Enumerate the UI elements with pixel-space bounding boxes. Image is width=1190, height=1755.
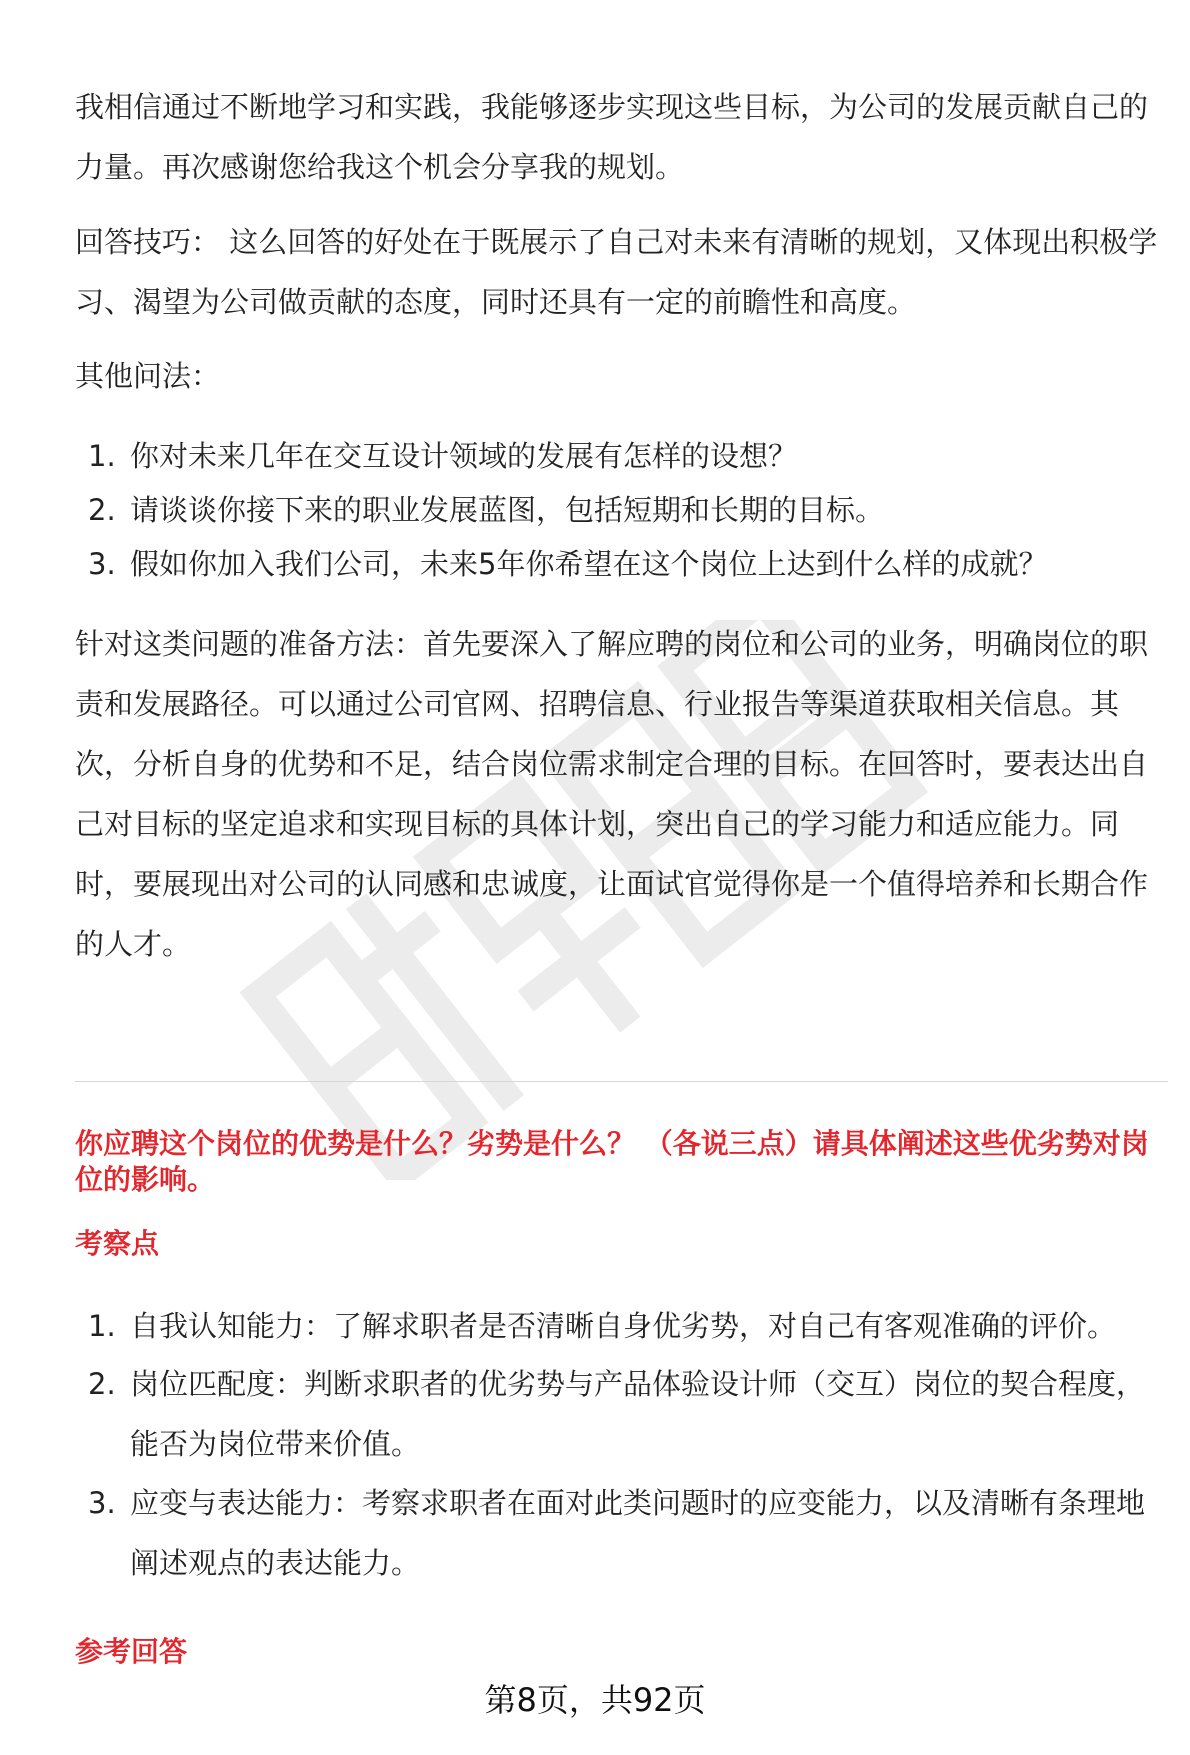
list-text: 假如你加入我们公司，未来5年你希望在这个岗位上达到什么样的成就？ bbox=[130, 547, 1048, 581]
question-title: 你应聘这个岗位的优势是什么？劣势是什么？ （各说三点）请具体阐述这些优劣势对岗位的影响。 bbox=[75, 1127, 1149, 1196]
list-text: 自我认知能力：了解求职者是否清晰自身优劣势，对自己有客观准确的评价。 bbox=[130, 1309, 1117, 1343]
list-text: 岗位匹配度：判断求职者的优劣势与产品体验设计师（交互）岗位的契合程度，能否为岗位带来价值。 bbox=[130, 1367, 1146, 1461]
intro-paragraph: 我相信通过不断地学习和实践，我能够逐步实现这些目标，为公司的发展贡献自己的力量。再次感谢您给我这个机会分享我的规划。 bbox=[75, 90, 1149, 184]
list-number: 3. bbox=[88, 1486, 116, 1520]
list-number: 2. bbox=[88, 1367, 116, 1401]
list-number: 1. bbox=[88, 1309, 116, 1343]
page-number-footer: 第8页，共92页 bbox=[484, 1681, 706, 1719]
other-questions-label: 其他问法： bbox=[75, 359, 221, 393]
list-number: 2. bbox=[88, 493, 116, 527]
list-text: 应变与表达能力：考察求职者在面对此类问题时的应变能力，以及清晰有条理地阐述观点的表达能力。 bbox=[130, 1486, 1146, 1580]
list-number: 1. bbox=[88, 439, 116, 473]
list-text: 请谈谈你接下来的职业发展蓝图，包括短期和长期的目标。 bbox=[130, 493, 885, 527]
assessment-points-heading: 考察点 bbox=[75, 1227, 160, 1260]
list-text: 你对未来几年在交互设计领域的发展有怎样的设想？ bbox=[130, 439, 798, 473]
list-number: 3. bbox=[88, 547, 116, 581]
preparation-paragraph: 针对这类问题的准备方法：首先要深入了解应聘的岗位和公司的业务，明确岗位的职责和发展路径。可以通过公司官网、招聘信息、行业报告等渠道获取相关信息。其次，分析自身的优势和不足，结合岗位需求制定合理的目标。在回答时，要表达出自己对目标的坚定追求和实现目标的具体计划，突出自己的学习能力和适应能力。同时，要展现出对公司的认同感和忠诚度，让面试官觉得你是一个值得培养和长期合作的人才。 bbox=[75, 627, 1149, 961]
section-divider bbox=[75, 1081, 1168, 1082]
reference-answer-heading: 参考回答 bbox=[75, 1635, 188, 1668]
tips-paragraph: 回答技巧： 这么回答的好处在于既展示了自己对未来有清晰的规划，又体现出积极学习、渴望为公司做贡献的态度，同时还具有一定的前瞻性和高度。 bbox=[75, 225, 1158, 319]
